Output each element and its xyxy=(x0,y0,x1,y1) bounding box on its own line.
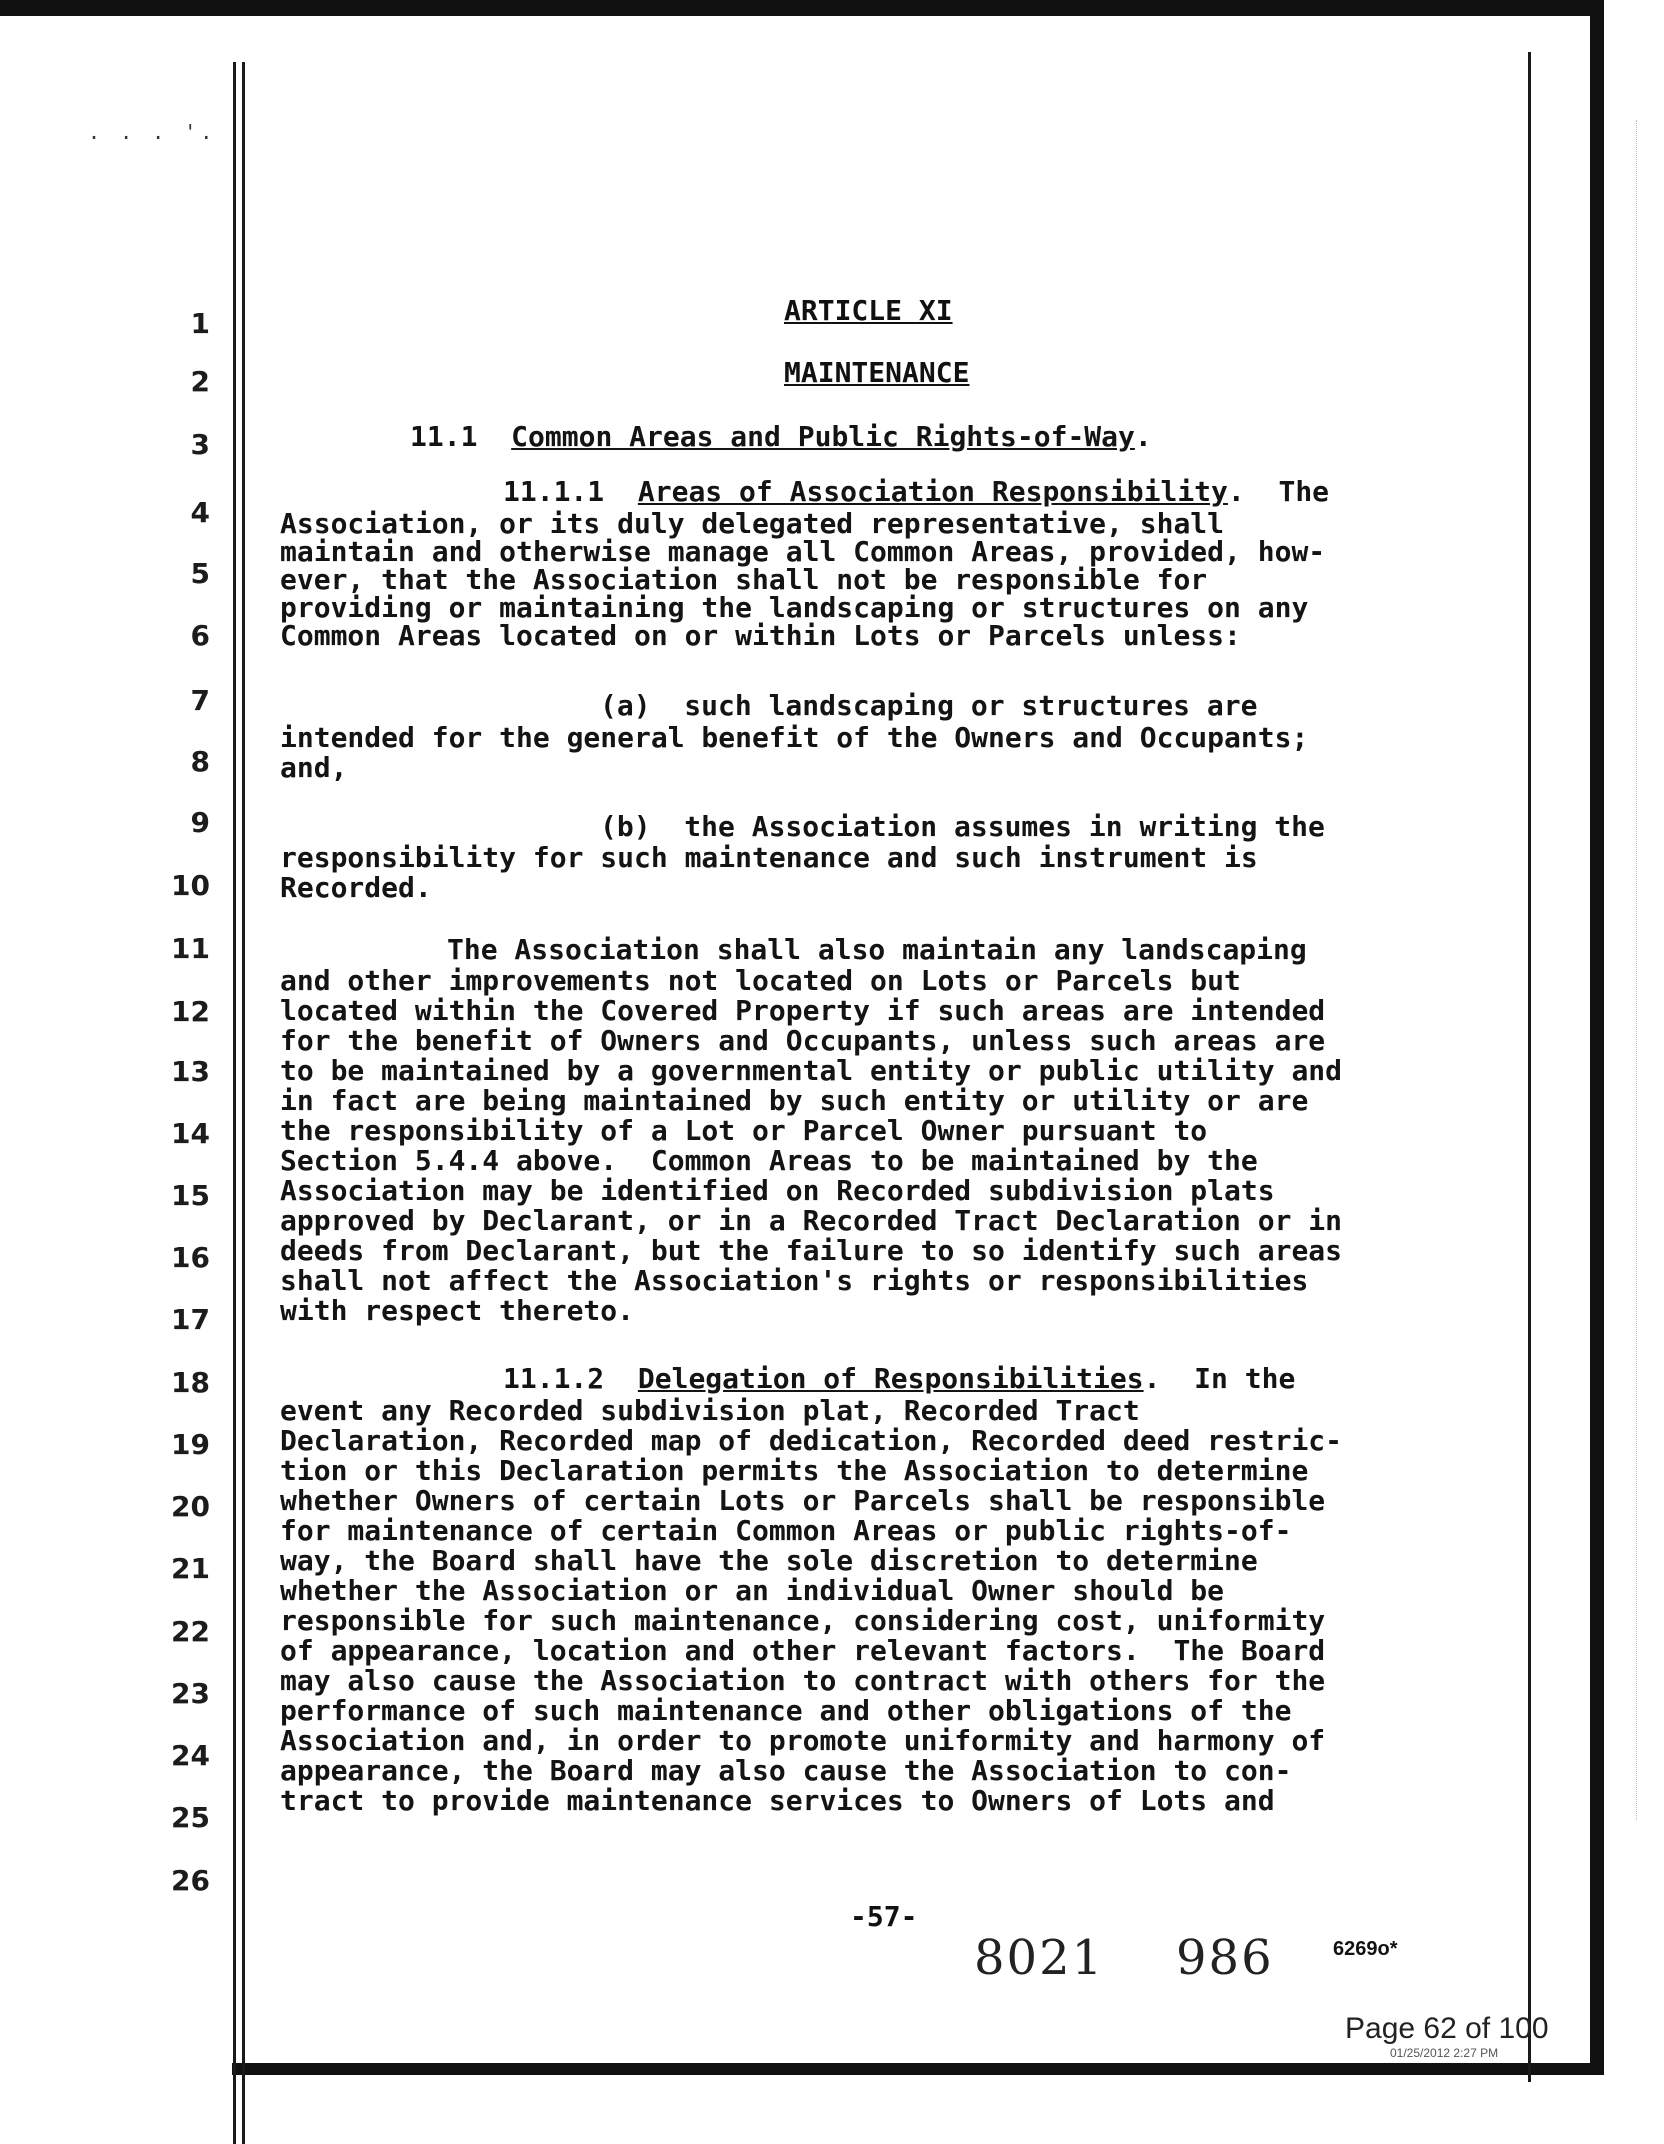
line-number: 15 xyxy=(171,1179,210,1212)
article-subtitle: MAINTENANCE xyxy=(784,356,970,389)
article-title: ARTICLE XI xyxy=(784,294,953,327)
line-number: 14 xyxy=(171,1117,210,1150)
body-line: with respect thereto. xyxy=(280,1294,635,1327)
body-line: Association may be identified on Recorded subdivision plats xyxy=(280,1174,1275,1207)
line-number: 18 xyxy=(171,1366,210,1399)
body-line: tion or this Declaration permits the Association to determine xyxy=(280,1454,1309,1487)
body-line: Section 5.4.4 above. Common Areas to be maintained by the xyxy=(280,1144,1258,1177)
scan-frame-right xyxy=(1590,0,1604,2075)
line-number: 2 xyxy=(190,365,210,398)
line-number: 1 xyxy=(190,307,210,340)
body-line: shall not affect the Association's rights or responsibilities xyxy=(280,1264,1309,1297)
line-number: 22 xyxy=(171,1615,210,1648)
page-of-indicator: Page 62 of 100 xyxy=(1345,2012,1549,2045)
body-line: whether Owners of certain Lots or Parcels shall be responsible xyxy=(280,1484,1326,1517)
line-number: 23 xyxy=(171,1677,210,1710)
section-11-1-1-heading: 11.1.1 Areas of Association Responsibility. The xyxy=(503,475,1330,508)
body-line: may also cause the Association to contract with others for the xyxy=(280,1664,1326,1697)
body-line: whether the Association or an individual Owner should be xyxy=(280,1574,1225,1607)
line-number: 10 xyxy=(171,869,210,902)
line-number: 17 xyxy=(171,1303,210,1336)
scan-frame-bottom xyxy=(232,2063,1604,2075)
line-number: 6 xyxy=(190,619,210,652)
line-number: 25 xyxy=(171,1801,210,1834)
body-line: Declaration, Recorded map of dedication, Recorded deed restric- xyxy=(280,1424,1343,1457)
scan-frame-top xyxy=(0,0,1604,16)
body-line: in fact are being maintained by such entity or utility or are xyxy=(280,1084,1309,1117)
body-line: of appearance, location and other relevant factors. The Board xyxy=(280,1634,1326,1667)
body-line: for the benefit of Owners and Occupants, unless such areas are xyxy=(280,1024,1326,1057)
body-line: to be maintained by a governmental entity or public utility and xyxy=(280,1054,1343,1087)
section-11-1-heading: 11.1 Common Areas and Public Rights-of-Way. xyxy=(410,420,1152,453)
line-number: 16 xyxy=(171,1241,210,1274)
recording-stamp-code: 6269o* xyxy=(1333,1938,1398,1960)
print-timestamp: 01/25/2012 2:27 PM xyxy=(1390,2046,1499,2060)
line-number: 24 xyxy=(171,1739,210,1772)
body-line: intended for the general benefit of the Owners and Occupants; xyxy=(280,721,1309,754)
body-line: located within the Covered Property if such areas are intended xyxy=(280,994,1326,1027)
line-number: 9 xyxy=(190,806,210,839)
line-number: 11 xyxy=(171,932,210,965)
corner-marks: . . . '. xyxy=(88,120,217,144)
body-line: the responsibility of a Lot or Parcel Owner pursuant to xyxy=(280,1114,1208,1147)
margin-rule-left-inner xyxy=(242,62,245,2144)
body-line: Association, or its duly delegated representative, shall xyxy=(280,507,1225,540)
line-number: 19 xyxy=(171,1428,210,1461)
body-line: and, xyxy=(280,751,348,784)
line-number: 7 xyxy=(190,684,210,717)
body-line: providing or maintaining the landscaping or structures on any xyxy=(280,591,1309,624)
line-number: 5 xyxy=(190,557,210,590)
recording-stamp-number: 986 xyxy=(1176,1930,1274,1986)
line-number: 8 xyxy=(190,745,210,778)
body-line: performance of such maintenance and other obligations of the xyxy=(280,1694,1292,1727)
body-line: responsibility for such maintenance and such instrument is xyxy=(280,841,1258,874)
line-number: 13 xyxy=(171,1055,210,1088)
body-line: deeds from Declarant, but the failure to so identify such areas xyxy=(280,1234,1343,1267)
page-number: -57- xyxy=(850,1900,918,1933)
body-line: ever, that the Association shall not be responsible for xyxy=(280,563,1208,596)
item-b-lead: (b) the Association assumes in writing the xyxy=(600,810,1325,843)
line-number: 12 xyxy=(171,995,210,1028)
body-line: appearance, the Board may also cause the Association to con- xyxy=(280,1754,1292,1787)
body-line: Recorded. xyxy=(280,871,432,904)
line-number: 21 xyxy=(171,1552,210,1585)
paragraph-lead: The Association shall also maintain any landscaping xyxy=(447,933,1307,966)
body-line: and other improvements not located on Lots or Parcels but xyxy=(280,964,1241,997)
margin-rule-left-outer xyxy=(233,62,236,2144)
body-line: Common Areas located on or within Lots or Parcels unless: xyxy=(280,619,1241,652)
line-number: 20 xyxy=(171,1490,210,1523)
margin-rule-right xyxy=(1528,52,1531,2082)
body-line: for maintenance of certain Common Areas or public rights-of- xyxy=(280,1514,1292,1547)
body-line: maintain and otherwise manage all Common Areas, provided, how- xyxy=(280,535,1326,568)
body-line: event any Recorded subdivision plat, Recorded Tract xyxy=(280,1394,1140,1427)
item-a-lead: (a) such landscaping or structures are xyxy=(600,689,1258,722)
scan-edge-marks xyxy=(1636,120,1641,1820)
body-line: responsible for such maintenance, considering cost, uniformity xyxy=(280,1604,1326,1637)
body-line: Association and, in order to promote uniformity and harmony of xyxy=(280,1724,1326,1757)
line-number: 26 xyxy=(171,1864,210,1897)
body-line: way, the Board shall have the sole discretion to determine xyxy=(280,1544,1258,1577)
line-number: 4 xyxy=(190,496,210,529)
body-line: approved by Declarant, or in a Recorded Tract Declaration or in xyxy=(280,1204,1343,1237)
recording-stamp-number: 8021 xyxy=(974,1930,1105,1986)
line-number: 3 xyxy=(190,428,210,461)
body-line: tract to provide maintenance services to Owners of Lots and xyxy=(280,1784,1275,1817)
section-11-1-2-heading: 11.1.2 Delegation of Responsibilities. In the xyxy=(503,1362,1296,1395)
